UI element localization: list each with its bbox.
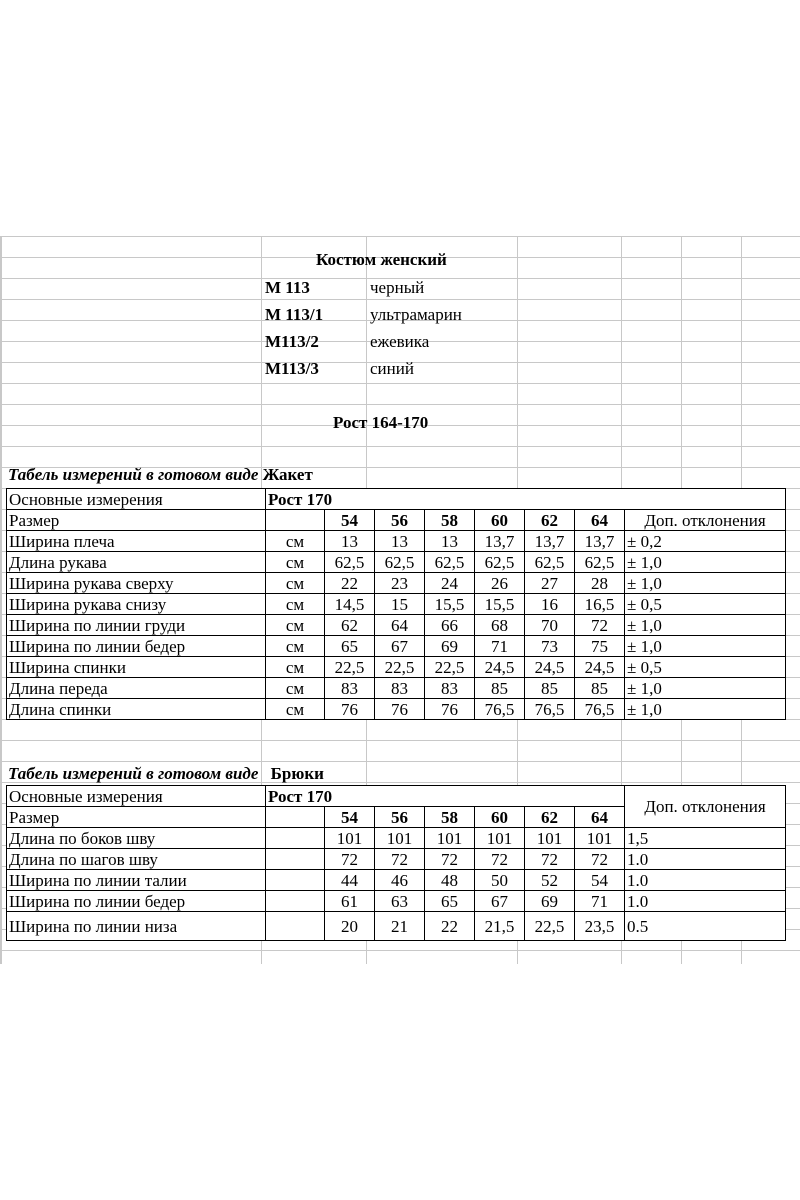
- value-cell: 101: [525, 828, 575, 849]
- value-cell: 23: [375, 573, 425, 594]
- value-cell: 22,5: [425, 657, 475, 678]
- size-cell: 64: [575, 807, 625, 828]
- deviation-cell: 1.0: [625, 849, 786, 870]
- measurement-name: Длина по боков шву: [7, 828, 266, 849]
- caption-item: Брюки: [270, 764, 324, 783]
- measurement-name: Длина по шагов шву: [7, 849, 266, 870]
- model-code: М 113: [265, 278, 310, 297]
- value-cell: 22: [325, 573, 375, 594]
- value-cell: 72: [325, 849, 375, 870]
- table-row: [7, 594, 786, 615]
- value-cell: 61: [325, 891, 375, 912]
- document-title: Костюм женский: [316, 250, 447, 269]
- deviation-cell: ± 0,5: [625, 594, 786, 615]
- table-row: [7, 531, 786, 552]
- unit-cell: [266, 849, 325, 870]
- deviation-cell: ± 1,0: [625, 573, 786, 594]
- deviation-header: Доп. отклонения: [625, 510, 786, 531]
- size-cell: 62: [525, 510, 575, 531]
- value-cell: 24,5: [575, 657, 625, 678]
- size-cell: 58: [425, 807, 475, 828]
- main-measurements-header: Основные измерения: [7, 489, 266, 510]
- size-row: [7, 510, 786, 531]
- value-cell: 76,5: [525, 699, 575, 720]
- size-cell: 58: [425, 510, 475, 531]
- measurement-name: Ширина спинки: [7, 657, 266, 678]
- measurement-name: Ширина по линии груди: [7, 615, 266, 636]
- value-cell: 101: [425, 828, 475, 849]
- value-cell: 62,5: [475, 552, 525, 573]
- unit-cell: см: [266, 657, 325, 678]
- value-cell: 21: [375, 912, 425, 941]
- size-label: Размер: [7, 807, 266, 828]
- value-cell: 62,5: [325, 552, 375, 573]
- table-header-row: [7, 489, 786, 510]
- value-cell: 83: [375, 678, 425, 699]
- measurement-name: Длина рукава: [7, 552, 266, 573]
- table-row: [7, 615, 786, 636]
- table-row: [7, 870, 786, 891]
- value-cell: 72: [475, 849, 525, 870]
- deviation-cell: ± 1,0: [625, 615, 786, 636]
- deviation-cell: ± 1,0: [625, 636, 786, 657]
- trousers-measurements-table: [6, 785, 786, 941]
- value-cell: 62,5: [375, 552, 425, 573]
- value-cell: 24,5: [525, 657, 575, 678]
- value-cell: 72: [525, 849, 575, 870]
- value-cell: 21,5: [475, 912, 525, 941]
- value-cell: 70: [525, 615, 575, 636]
- value-cell: 62: [325, 615, 375, 636]
- size-cell: 56: [375, 510, 425, 531]
- value-cell: 27: [525, 573, 575, 594]
- trousers-rows: [7, 828, 786, 941]
- size-cell: 56: [375, 807, 425, 828]
- size-label: Размер: [7, 510, 266, 531]
- value-cell: 85: [475, 678, 525, 699]
- value-cell: 46: [375, 870, 425, 891]
- model-code: М113/2: [265, 332, 319, 351]
- deviation-cell: ± 1,0: [625, 552, 786, 573]
- jacket-rows: [7, 531, 786, 720]
- value-cell: 71: [575, 891, 625, 912]
- unit-cell: см: [266, 678, 325, 699]
- value-cell: 15,5: [425, 594, 475, 615]
- model-color: черный: [370, 278, 425, 297]
- value-cell: 54: [575, 870, 625, 891]
- size-cell: 60: [475, 807, 525, 828]
- caption-text: Табель измерений в готовом виде: [8, 764, 259, 783]
- measurement-name: Длина спинки: [7, 699, 266, 720]
- value-cell: 101: [475, 828, 525, 849]
- table-row: [7, 828, 786, 849]
- table-row: [7, 912, 786, 941]
- height-header: Рост 170: [266, 489, 425, 510]
- size-cell: 54: [325, 807, 375, 828]
- value-cell: 76,5: [575, 699, 625, 720]
- value-cell: 23,5: [575, 912, 625, 941]
- unit-cell: [266, 828, 325, 849]
- deviation-cell: ± 1,0: [625, 699, 786, 720]
- unit-cell: см: [266, 573, 325, 594]
- value-cell: 76,5: [475, 699, 525, 720]
- value-cell: 72: [575, 849, 625, 870]
- value-cell: 52: [525, 870, 575, 891]
- table-row: [7, 552, 786, 573]
- value-cell: 72: [375, 849, 425, 870]
- value-cell: 65: [325, 636, 375, 657]
- measurement-name: Длина переда: [7, 678, 266, 699]
- trousers-caption: [8, 764, 324, 784]
- value-cell: 63: [375, 891, 425, 912]
- table-row: [7, 699, 786, 720]
- value-cell: 22,5: [525, 912, 575, 941]
- value-cell: 101: [375, 828, 425, 849]
- value-cell: 62,5: [575, 552, 625, 573]
- deviation-cell: ± 0,5: [625, 657, 786, 678]
- deviation-cell: 1.0: [625, 870, 786, 891]
- value-cell: 83: [425, 678, 475, 699]
- table-header-row: [7, 786, 786, 807]
- value-cell: 62,5: [425, 552, 475, 573]
- value-cell: 73: [525, 636, 575, 657]
- unit-cell: см: [266, 615, 325, 636]
- value-cell: 101: [325, 828, 375, 849]
- value-cell: 22,5: [375, 657, 425, 678]
- size-cell: 60: [475, 510, 525, 531]
- value-cell: 13: [325, 531, 375, 552]
- model-code: М 113/1: [265, 305, 324, 324]
- deviation-cell: 0.5: [625, 912, 786, 941]
- measurement-name: Ширина плеча: [7, 531, 266, 552]
- value-cell: 85: [575, 678, 625, 699]
- value-cell: 16: [525, 594, 575, 615]
- caption-text: Табель измерений в готовом виде: [8, 465, 259, 484]
- value-cell: 101: [575, 828, 625, 849]
- deviation-header: Доп. отклонения: [625, 786, 786, 828]
- size-cell: 62: [525, 807, 575, 828]
- table-row: [7, 573, 786, 594]
- measurement-name: Ширина по линии талии: [7, 870, 266, 891]
- model-code: М113/3: [265, 359, 319, 378]
- table-row: [7, 891, 786, 912]
- value-cell: 24,5: [475, 657, 525, 678]
- size-cell: 54: [325, 510, 375, 531]
- unit-cell: см: [266, 552, 325, 573]
- value-cell: 76: [375, 699, 425, 720]
- value-cell: 64: [375, 615, 425, 636]
- unit-cell: [266, 912, 325, 941]
- measurement-name: Ширина по линии бедер: [7, 891, 266, 912]
- value-cell: 65: [425, 891, 475, 912]
- value-cell: 26: [475, 573, 525, 594]
- value-cell: 71: [475, 636, 525, 657]
- value-cell: 22: [425, 912, 475, 941]
- value-cell: 66: [425, 615, 475, 636]
- value-cell: 13,7: [525, 531, 575, 552]
- value-cell: 13,7: [475, 531, 525, 552]
- model-color: ультрамарин: [370, 305, 462, 324]
- table-row: [7, 849, 786, 870]
- caption-item: Жакет: [262, 465, 313, 484]
- measurement-name: Ширина по линии низа: [7, 912, 266, 941]
- value-cell: 72: [575, 615, 625, 636]
- deviation-cell: 1,5: [625, 828, 786, 849]
- table-row: [7, 636, 786, 657]
- value-cell: 14,5: [325, 594, 375, 615]
- measurement-name: Ширина рукава снизу: [7, 594, 266, 615]
- jacket-measurements-table: [6, 488, 786, 720]
- value-cell: 24: [425, 573, 475, 594]
- value-cell: 50: [475, 870, 525, 891]
- deviation-cell: ± 0,2: [625, 531, 786, 552]
- value-cell: 13: [375, 531, 425, 552]
- value-cell: 15,5: [475, 594, 525, 615]
- unit-cell: [266, 870, 325, 891]
- main-measurements-header: Основные измерения: [7, 786, 266, 807]
- height-header: Рост 170: [266, 786, 425, 807]
- model-color: синий: [370, 359, 414, 378]
- jacket-caption: [8, 465, 313, 485]
- value-cell: 69: [425, 636, 475, 657]
- value-cell: 28: [575, 573, 625, 594]
- unit-cell: см: [266, 699, 325, 720]
- value-cell: 75: [575, 636, 625, 657]
- table-row: [7, 657, 786, 678]
- value-cell: 13,7: [575, 531, 625, 552]
- value-cell: 69: [525, 891, 575, 912]
- size-cell: 64: [575, 510, 625, 531]
- value-cell: 62,5: [525, 552, 575, 573]
- deviation-cell: ± 1,0: [625, 678, 786, 699]
- value-cell: 67: [475, 891, 525, 912]
- value-cell: 85: [525, 678, 575, 699]
- value-cell: 83: [325, 678, 375, 699]
- model-color: ежевика: [370, 332, 430, 351]
- value-cell: 48: [425, 870, 475, 891]
- measurement-name: Ширина рукава сверху: [7, 573, 266, 594]
- height-range: Рост 164-170: [333, 413, 429, 432]
- value-cell: 20: [325, 912, 375, 941]
- value-cell: 16,5: [575, 594, 625, 615]
- value-cell: 72: [425, 849, 475, 870]
- value-cell: 15: [375, 594, 425, 615]
- unit-cell: [266, 891, 325, 912]
- value-cell: 13: [425, 531, 475, 552]
- value-cell: 68: [475, 615, 525, 636]
- value-cell: 76: [325, 699, 375, 720]
- value-cell: 76: [425, 699, 475, 720]
- measurement-name: Ширина по линии бедер: [7, 636, 266, 657]
- value-cell: 22,5: [325, 657, 375, 678]
- deviation-cell: 1.0: [625, 891, 786, 912]
- unit-cell: см: [266, 636, 325, 657]
- value-cell: 67: [375, 636, 425, 657]
- table-row: [7, 678, 786, 699]
- unit-cell: см: [266, 531, 325, 552]
- unit-cell: см: [266, 594, 325, 615]
- value-cell: 44: [325, 870, 375, 891]
